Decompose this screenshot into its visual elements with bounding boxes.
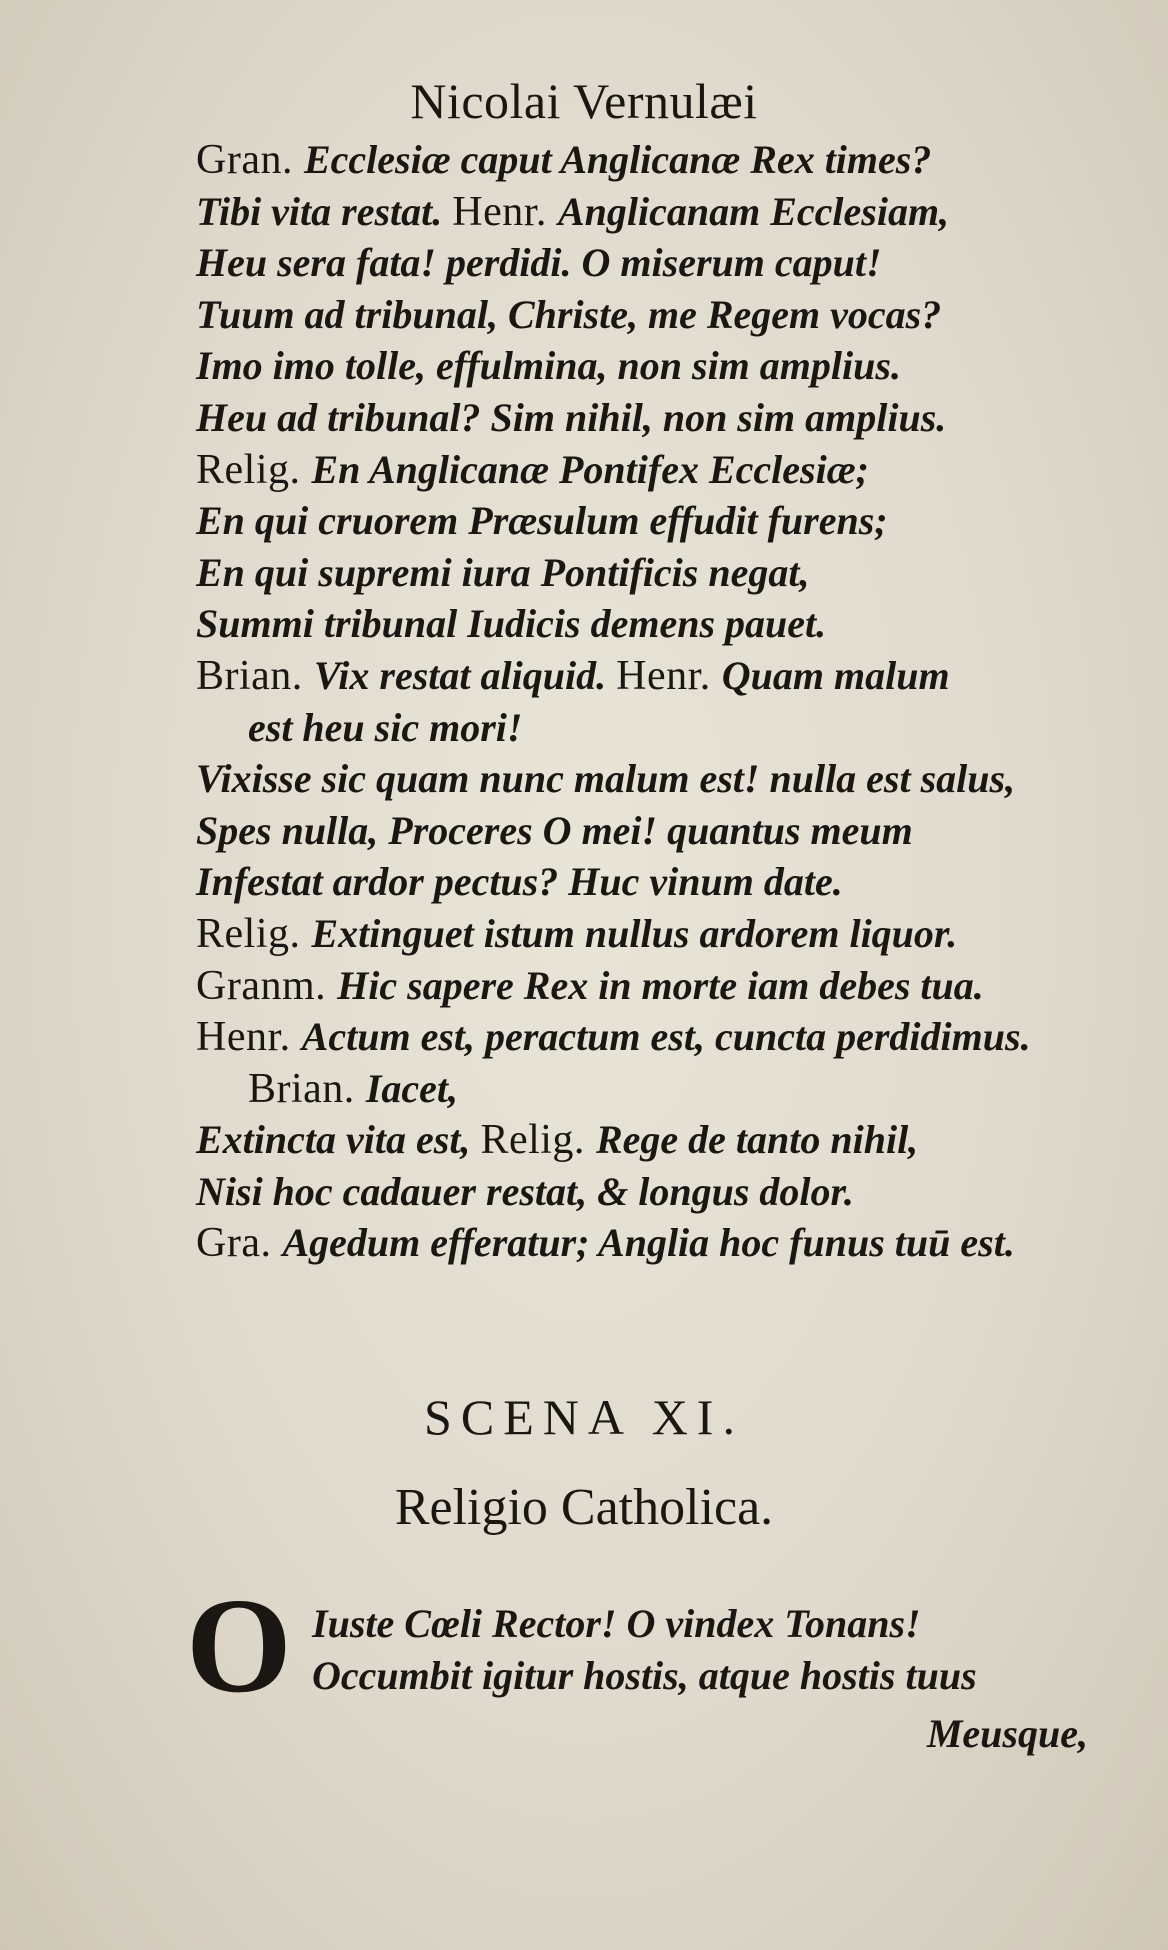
- speaker-label: Brian.: [248, 1065, 366, 1112]
- speaker-label: Granm.: [196, 962, 338, 1009]
- verse-line: [196, 1166, 1126, 1218]
- drop-cap: O: [186, 1571, 292, 1721]
- verse-line: [196, 960, 1126, 1012]
- verse-line: [196, 444, 1126, 496]
- verse-line: [196, 598, 1126, 650]
- speaker-label: Relig.: [196, 910, 312, 957]
- verse-text: Hic sapere Rex in morte iam debes tua.: [337, 962, 984, 1008]
- verse-line: [196, 1063, 1126, 1115]
- verse-text: Quam malum: [721, 652, 950, 698]
- speaker-label: Relig.: [196, 446, 312, 493]
- verse-line: [196, 186, 1126, 238]
- verse-line: Occumbit igitur hostis, atque hostis tuus: [312, 1653, 977, 1698]
- verse-text: Spes nulla, Proceres O mei! quantus meum: [196, 807, 913, 853]
- verse-line: [196, 392, 1126, 444]
- verse-line: [196, 753, 1126, 805]
- verse-text: En qui supremi iura Pontificis negat,: [196, 549, 810, 595]
- running-head: Nicolai Vernulæi: [410, 73, 758, 129]
- verse-text: Tuum ad tribunal, Christe, me Regem vocas?: [196, 291, 942, 337]
- scene-speaker-heading: Religio Catholica.: [394, 1479, 774, 1536]
- verse-line: Iuste Cœli Rector! O vindex Tonans!: [312, 1601, 921, 1646]
- verse-text: Rege de tanto nihil,: [595, 1117, 919, 1163]
- verse-text: Vix restat aliquid.: [313, 652, 617, 698]
- verse-line: [196, 1011, 1126, 1063]
- verse-line: [196, 134, 1126, 186]
- verse-text: Summi tribunal Iudicis demens pauet.: [196, 601, 827, 647]
- verse-line: [196, 856, 1126, 908]
- opening-verse: [312, 1598, 977, 1702]
- verse-line: [196, 1114, 1126, 1166]
- verse-text: Ecclesiæ caput Anglicanæ Rex times?: [303, 137, 932, 182]
- verse-line: [196, 340, 1126, 392]
- verse-text: Vixisse sic quam nunc malum est! nulla est salus,: [196, 756, 1016, 802]
- verse-text: Agedum efferatur; Anglia hoc funus tuū est.: [282, 1220, 1015, 1266]
- verse-text: Extinguet istum nullus ardorem liquor.: [311, 910, 958, 956]
- verse-line: [196, 650, 1126, 702]
- verse-text: Anglicanam Ecclesiam,: [557, 188, 950, 234]
- verse-text: Extincta vita est,: [196, 1117, 481, 1163]
- verse-line: [196, 805, 1126, 857]
- verse-line: [196, 495, 1126, 547]
- verse-text: Actum est, peractum est, cuncta perdidimus.: [301, 1014, 1031, 1060]
- verse-text: Tibi vita restat.: [196, 188, 453, 234]
- verse-line: [196, 702, 1126, 754]
- speaker-label: Henr.: [616, 652, 722, 699]
- catchword: Meusque,: [926, 1711, 1088, 1756]
- speaker-label: Henr.: [452, 188, 558, 235]
- speaker-label: Gran.: [196, 137, 304, 183]
- verse-text: est heu sic mori!: [248, 704, 523, 750]
- verse-text: Heu ad tribunal? Sim nihil, non sim amplius.: [196, 394, 947, 440]
- verse-line: [196, 289, 1126, 341]
- speaker-label: Brian.: [196, 652, 314, 699]
- verse-line: [196, 237, 1126, 289]
- verse-text: En Anglicanæ Pontifex Ecclesiæ;: [311, 446, 869, 492]
- verse-line: [196, 908, 1126, 960]
- verse-text: Iacet,: [365, 1065, 458, 1111]
- speaker-label: Relig.: [480, 1117, 596, 1164]
- verse-text: Nisi hoc cadauer restat, & longus dolor.: [196, 1168, 854, 1214]
- verse-text: En qui cruorem Præsulum effudit furens;: [196, 498, 888, 544]
- speaker-label: Gra.: [196, 1220, 283, 1267]
- scene-heading: SCENA XI.: [424, 1389, 744, 1445]
- verse-text: Imo imo tolle, effulmina, non sim amplius.: [196, 343, 901, 389]
- verse-line: [196, 1217, 1126, 1269]
- verse-block: [196, 134, 1126, 1269]
- verse-line: [196, 547, 1126, 599]
- speaker-label: Henr.: [196, 1014, 302, 1061]
- verse-text: Heu sera fata! perdidi. O miserum caput!: [196, 240, 882, 286]
- verse-text: Infestat ardor pectus? Huc vinum date.: [196, 859, 843, 905]
